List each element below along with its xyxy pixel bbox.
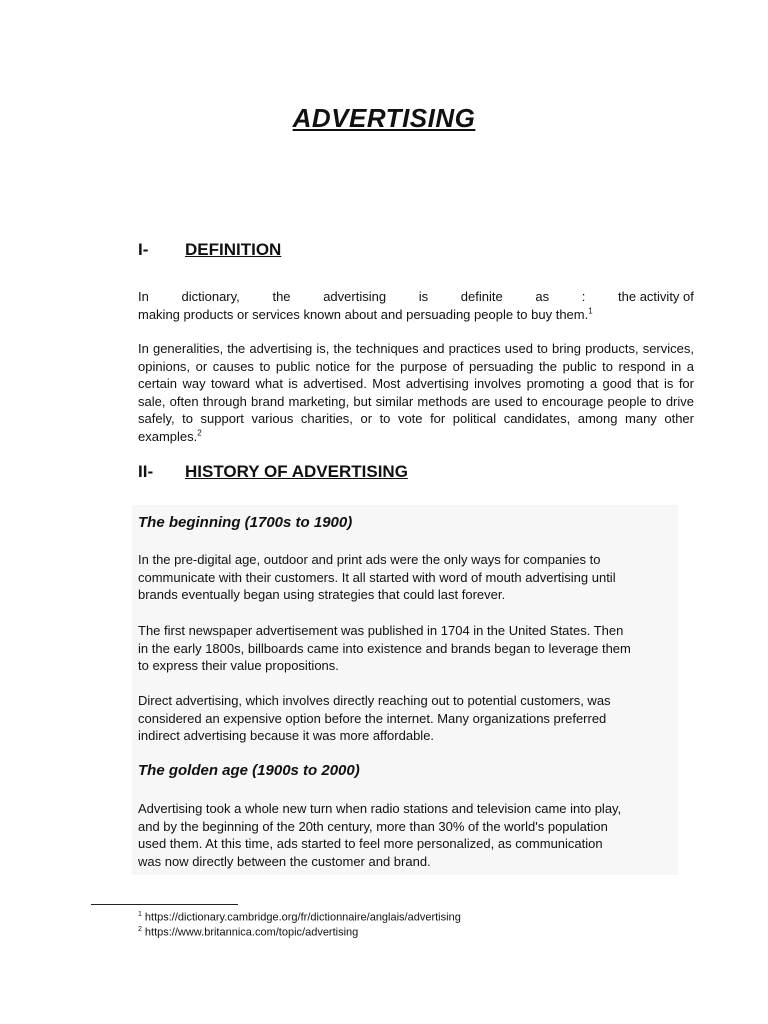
- footnote-number: 1: [138, 911, 142, 918]
- word: In: [138, 289, 149, 304]
- definition-first-line: [138, 288, 694, 306]
- section-number: I-: [138, 240, 149, 259]
- word: is: [418, 289, 429, 304]
- paragraph-text: In generalities, the advertising is, the techniques and practices used to bring products, services, opinions, or causes to public notice for the purpose of persuading the public to respond in a certain way toward what is advertised. Most advertising involves promoting a good that is for sale, often through brand marketing, but similar methods are used to encourage people to drive safely, to support various charities, or to vote for political candidates, among many other examples.: [138, 341, 694, 444]
- section-title: DEFINITION: [185, 240, 282, 259]
- word: advertising: [323, 289, 387, 304]
- section-heading-history: [138, 462, 408, 482]
- beginning-paragraph-2: The first newspaper advertisement was published in 1704 in the United States. Then in the early 1800s, billboards came into existence and brands began to leverage them to express their value propositions.: [138, 623, 631, 674]
- definition-paragraph-2: [138, 340, 694, 446]
- section-number: II-: [138, 462, 154, 481]
- footnote-ref: 2: [197, 428, 202, 438]
- definition-paragraph-1: [138, 288, 694, 323]
- word: the activity of: [618, 289, 694, 304]
- definition-line-2: making products or services known about and persuading people to buy them.: [138, 306, 589, 322]
- word: :: [581, 289, 586, 304]
- section-title: HISTORY OF ADVERTISING: [185, 462, 408, 481]
- footnote-2: [138, 923, 358, 940]
- footnote-separator: [91, 904, 238, 905]
- beginning-paragraph-1: In the pre-digital age, outdoor and print ads were the only ways for companies to communicate with their customers. It all started with word of mouth advertising until brands eventually began using strategies that could last forever.: [138, 552, 616, 603]
- word: definite: [460, 289, 503, 304]
- beginning-paragraph-3: Direct advertising, which involves directly reaching out to potential customers, was considered an expensive option before the internet. Many organizations preferred indirect advertising because it was more affordable.: [138, 693, 611, 744]
- footnote-number: 2: [138, 926, 142, 933]
- footnote-link[interactable]: https://www.britannica.com/topic/advertising: [144, 926, 359, 939]
- section-heading-definition: [138, 240, 281, 260]
- subheading-beginning: The beginning (1700s to 1900): [138, 514, 353, 531]
- footnote-link[interactable]: https://dictionary.cambridge.org/fr/dictionnaire/anglais/advertising: [144, 911, 461, 924]
- word: dictionary,: [181, 289, 240, 304]
- document-title: ADVERTISING: [292, 103, 476, 133]
- subheading-golden-age: The golden age (1900s to 2000): [138, 762, 360, 779]
- word: the: [272, 289, 291, 304]
- golden-age-paragraph-1: Advertising took a whole new turn when radio stations and television came into play, and by the beginning of the 20th century, more than 30% of the world's population used them. At this time, ads started to feel more personalized, as communication was now directly between the customer and brand.: [138, 801, 622, 869]
- footnote-ref: 1: [588, 306, 593, 316]
- word: as: [535, 289, 550, 304]
